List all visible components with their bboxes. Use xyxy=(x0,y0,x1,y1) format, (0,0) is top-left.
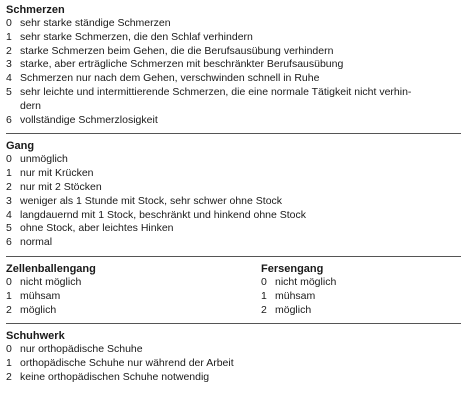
item-number: 4 xyxy=(6,72,12,85)
item-text: nur orthopädische Schuhe xyxy=(20,343,143,356)
section-title-zellenballengang: Zellenballengang xyxy=(6,262,96,275)
item-number: 2 xyxy=(6,44,12,57)
divider xyxy=(6,256,461,257)
list-item xyxy=(261,276,461,290)
item-number: 5 xyxy=(6,222,12,235)
list-item xyxy=(6,58,461,72)
list-item xyxy=(6,195,461,209)
item-text: möglich xyxy=(275,303,312,316)
list-item xyxy=(6,72,461,86)
item-text: sehr starke Schmerzen, die den Schlaf verhindern xyxy=(20,30,253,43)
list-item xyxy=(6,209,461,223)
list-item xyxy=(6,290,261,304)
item-number: 2 xyxy=(6,180,12,193)
item-number: 6 xyxy=(6,236,12,249)
item-text: sehr leichte und intermittierende Schmerzen, die eine normale Tätigkeit nicht verhin- xyxy=(20,85,412,98)
item-text: langdauernd mit 1 Stock, beschränkt und hinkend ohne Stock xyxy=(20,208,307,221)
list-item xyxy=(6,371,461,385)
item-number: 4 xyxy=(6,208,12,221)
item-number: 1 xyxy=(6,289,12,302)
two-column-block xyxy=(6,263,461,317)
item-number: 3 xyxy=(6,194,12,207)
list-item xyxy=(6,31,461,45)
item-text: nur mit 2 Stöcken xyxy=(20,180,102,193)
section-schuhwerk xyxy=(6,330,461,384)
list-item xyxy=(6,343,461,357)
list-item xyxy=(6,86,461,100)
item-text: ohne Stock, aber leichtes Hinken xyxy=(20,222,174,235)
list-item xyxy=(6,167,461,181)
list-item xyxy=(6,276,261,290)
item-text: nicht möglich xyxy=(275,275,337,288)
list-item xyxy=(6,153,461,167)
item-text: keine orthopädischen Schuhe notwendig xyxy=(20,370,210,383)
item-text: mühsam xyxy=(20,289,61,302)
item-text: mühsam xyxy=(275,289,316,302)
item-text: nicht möglich xyxy=(20,275,82,288)
item-number: 2 xyxy=(6,370,12,383)
item-text: nur mit Krücken xyxy=(20,167,94,180)
list-item xyxy=(6,222,461,236)
item-number: 0 xyxy=(261,275,267,288)
list-item xyxy=(6,304,261,318)
divider xyxy=(6,323,461,324)
divider xyxy=(6,133,461,134)
item-text: starke Schmerzen beim Gehen, die die Berufsausübung verhindern xyxy=(20,44,334,57)
item-text: vollständige Schmerzlosigkeit xyxy=(20,113,158,126)
section-gang xyxy=(6,140,461,250)
item-number: 1 xyxy=(6,167,12,180)
item-number: 5 xyxy=(6,85,12,98)
list-item xyxy=(261,290,461,304)
item-number: 6 xyxy=(6,113,12,126)
list-item xyxy=(261,304,461,318)
item-number: 3 xyxy=(6,58,12,71)
item-text: starke, aber erträgliche Schmerzen mit beschränkter Berufsausübung xyxy=(20,58,344,71)
list-item xyxy=(6,114,461,128)
item-number: 0 xyxy=(6,153,12,166)
list-item xyxy=(6,181,461,195)
item-text: orthopädische Schuhe nur während der Arbeit xyxy=(20,357,234,370)
item-number: 0 xyxy=(6,275,12,288)
item-text: normal xyxy=(20,236,53,249)
section-title-schmerzen: Schmerzen xyxy=(6,4,65,16)
item-text: möglich xyxy=(20,303,57,316)
section-schmerzen xyxy=(6,4,461,127)
section-title-fersengang: Fersengang xyxy=(261,262,324,275)
item-number: 2 xyxy=(261,303,267,316)
section-title-gang: Gang xyxy=(6,140,35,153)
list-item xyxy=(6,357,461,371)
list-item xyxy=(6,236,461,250)
document-page xyxy=(6,4,461,385)
item-number: 1 xyxy=(261,289,267,302)
item-text-continuation: dern xyxy=(20,99,42,112)
item-number: 2 xyxy=(6,303,12,316)
list-item xyxy=(6,45,461,59)
item-text: unmöglich xyxy=(20,153,68,166)
item-number: 0 xyxy=(6,17,12,29)
item-number: 0 xyxy=(6,343,12,356)
item-text: sehr starke ständige Schmerzen xyxy=(20,17,171,29)
section-title-schuhwerk: Schuhwerk xyxy=(6,330,65,343)
list-item xyxy=(6,17,461,31)
item-text: Schmerzen nur nach dem Gehen, verschwinden schnell in Ruhe xyxy=(20,72,320,85)
section-fersengang xyxy=(261,263,461,317)
item-number: 1 xyxy=(6,357,12,370)
item-number: 1 xyxy=(6,30,12,43)
section-zellenballengang xyxy=(6,263,261,317)
item-text: weniger als 1 Stunde mit Stock, sehr schwer ohne Stock xyxy=(20,194,283,207)
